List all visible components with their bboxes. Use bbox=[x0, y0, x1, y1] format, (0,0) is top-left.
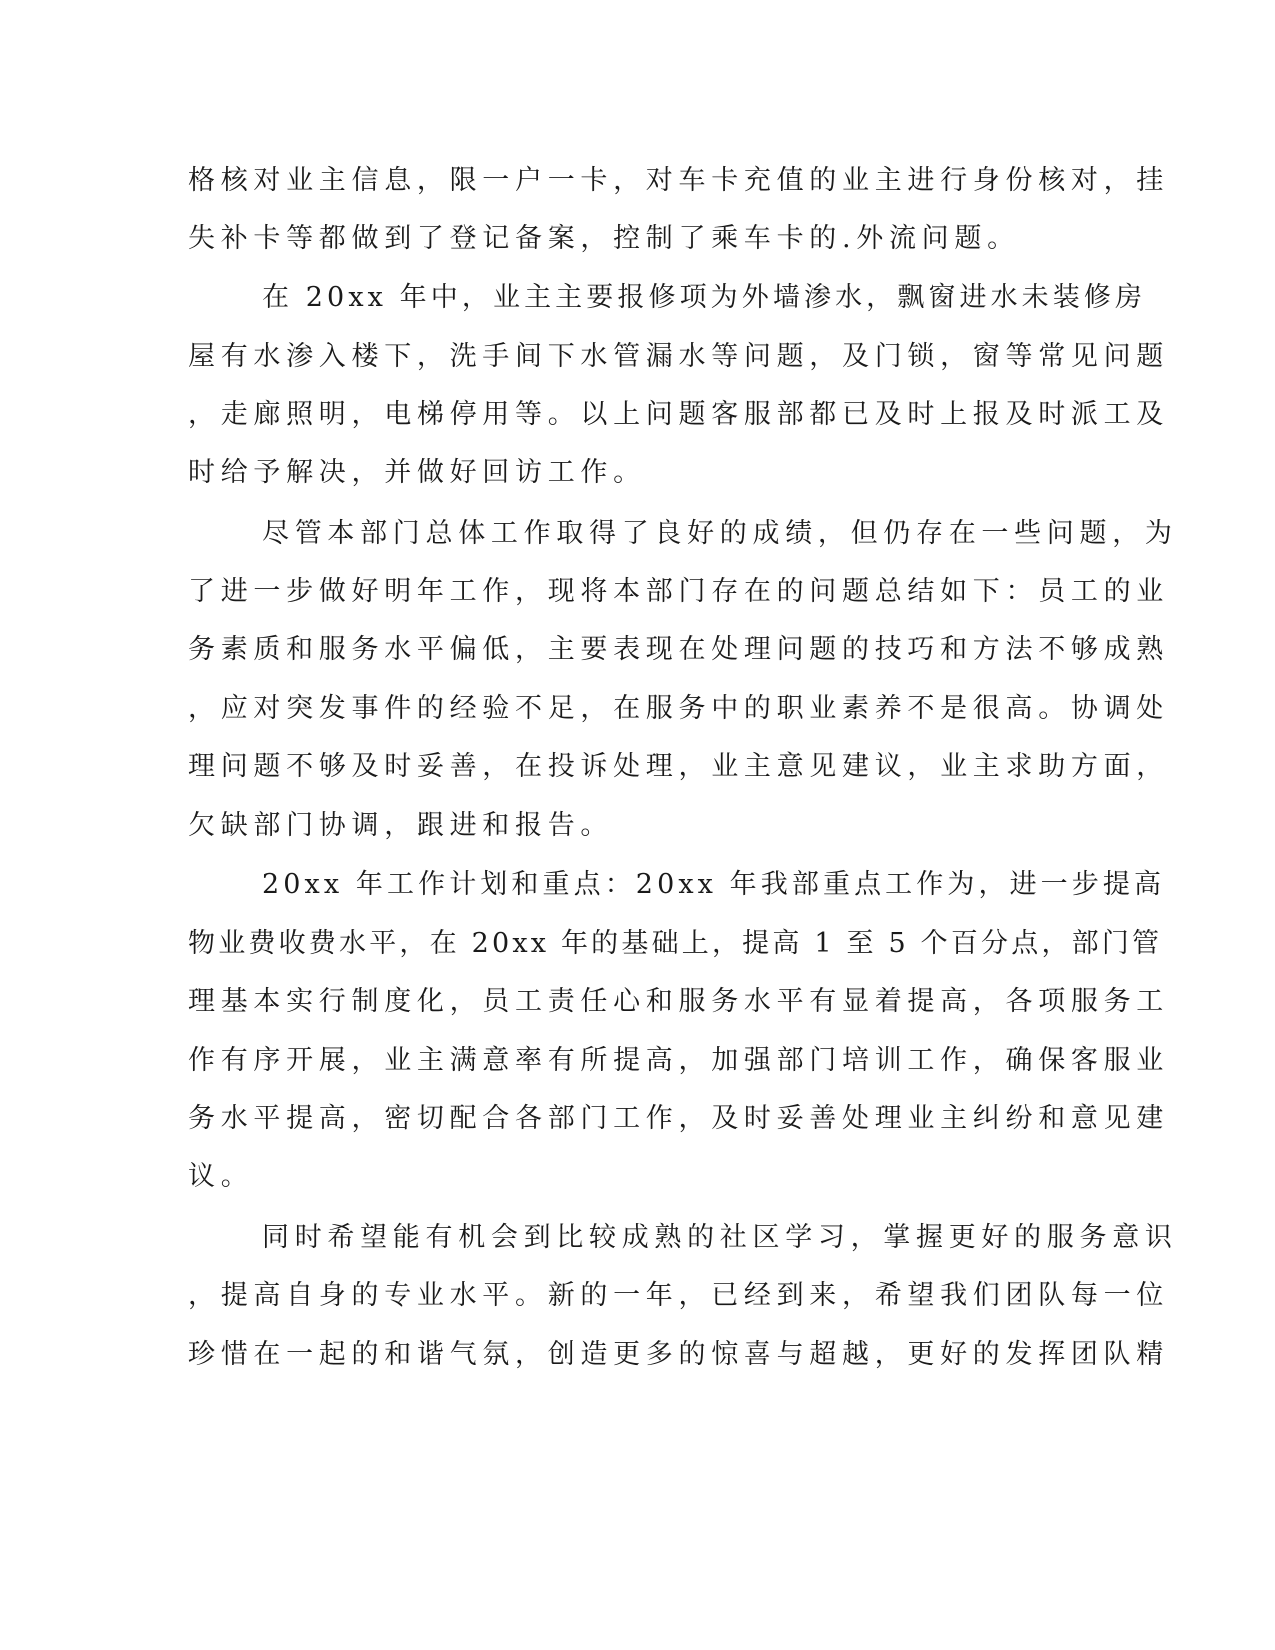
text-line: 理问题不够及时妥善，在投诉处理，业主意见建议，业主求助方面， bbox=[188, 751, 1169, 782]
text-line: 珍惜在一起的和谐气氛，创造更多的惊喜与超越，更好的发挥团队精 bbox=[188, 1339, 1169, 1370]
text-line: 20xx 年工作计划和重点：20xx 年我部重点工作为，进一步提高 bbox=[262, 869, 1166, 900]
text-line: 议。 bbox=[188, 1161, 254, 1192]
text-line: 尽管本部门总体工作取得了良好的成绩，但仍存在一些问题，为 bbox=[262, 518, 1178, 549]
text-line: 理基本实行制度化，员工责任心和服务水平有显着提高，各项服务工 bbox=[188, 986, 1169, 1017]
text-line: 作有序开展，业主满意率有所提高，加强部门培训工作，确保客服业 bbox=[188, 1045, 1169, 1076]
text-line: 了进一步做好明年工作，现将本部门存在的问题总结如下：员工的业 bbox=[188, 576, 1169, 607]
text-line: 物业费收费水平，在 20xx 年的基础上，提高 1 至 5 个百分点，部门管 bbox=[188, 928, 1163, 959]
text-line: 失补卡等都做到了登记备案，控制了乘车卡的.外流问题。 bbox=[188, 223, 1020, 254]
text-line: ，走廊照明，电梯停用等。以上问题客服部都已及时上报及时派工及 bbox=[188, 399, 1169, 430]
text-line: 在 20xx 年中，业主主要报修项为外墙渗水，飘窗进水未装修房 bbox=[262, 282, 1147, 313]
text-line: 务水平提高，密切配合各部门工作，及时妥善处理业主纠纷和意见建 bbox=[188, 1103, 1169, 1134]
text-line: 务素质和服务水平偏低，主要表现在处理问题的技巧和方法不够成熟 bbox=[188, 634, 1169, 665]
text-line: ，提高自身的专业水平。新的一年，已经到来，希望我们团队每一位 bbox=[188, 1280, 1169, 1311]
text-line: 同时希望能有机会到比较成熟的社区学习，掌握更好的服务意识 bbox=[262, 1222, 1178, 1253]
text-line: 屋有水渗入楼下，洗手间下水管漏水等问题，及门锁，窗等常见问题 bbox=[188, 341, 1169, 372]
text-line: 欠缺部门协调，跟进和报告。 bbox=[188, 810, 614, 841]
text-line: ，应对突发事件的经验不足，在服务中的职业素养不是很高。协调处 bbox=[188, 693, 1169, 724]
text-line: 时给予解决，并做好回访工作。 bbox=[188, 457, 646, 488]
text-line: 格核对业主信息，限一户一卡，对车卡充值的业主进行身份核对，挂 bbox=[188, 165, 1169, 196]
